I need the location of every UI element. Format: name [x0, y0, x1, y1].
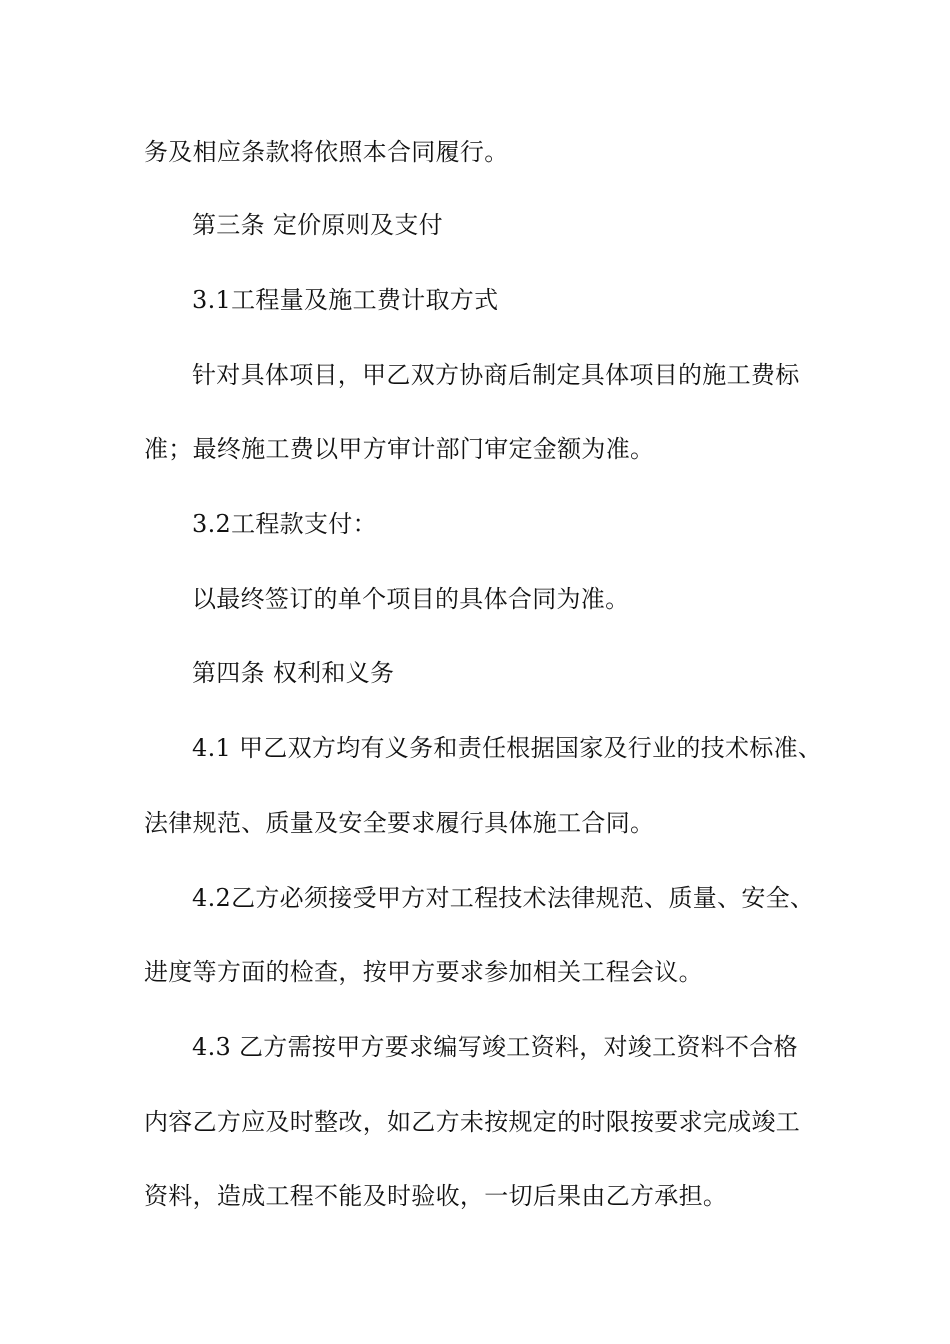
- paragraph-line: 以最终签订的单个项目的具体合同为准。: [192, 585, 630, 613]
- paragraph-line: 资料，造成工程不能及时验收，一切后果由乙方承担。: [144, 1182, 728, 1210]
- paragraph-line: 务及相应条款将依照本合同履行。: [144, 138, 509, 166]
- section-4-2-line: 4.2乙方必须接受甲方对工程技术法律规范、质量、安全、: [192, 884, 815, 912]
- paragraph-line: 法律规范、质量及安全要求履行具体施工合同。: [144, 809, 655, 837]
- section-3-1-heading: 3.1工程量及施工费计取方式: [192, 286, 499, 314]
- section-3-2-heading: 3.2工程款支付：: [192, 510, 377, 538]
- paragraph-line: 内容乙方应及时整改，如乙方未按规定的时限按要求完成竣工: [144, 1108, 801, 1136]
- article-4-heading: 第四条 权利和义务: [192, 659, 395, 687]
- paragraph-line: 针对具体项目，甲乙双方协商后制定具体项目的施工费标: [192, 361, 800, 389]
- paragraph-line: 进度等方面的检查，按甲方要求参加相关工程会议。: [144, 958, 703, 986]
- section-4-1-line: 4.1 甲乙双方均有义务和责任根据国家及行业的技术标准、: [192, 734, 823, 762]
- paragraph-line: 准；最终施工费以甲方审计部门审定金额为准。: [144, 435, 655, 463]
- section-4-3-line: 4.3 乙方需按甲方要求编写竣工资料，对竣工资料不合格: [192, 1033, 798, 1061]
- article-3-heading: 第三条 定价原则及支付: [192, 211, 443, 239]
